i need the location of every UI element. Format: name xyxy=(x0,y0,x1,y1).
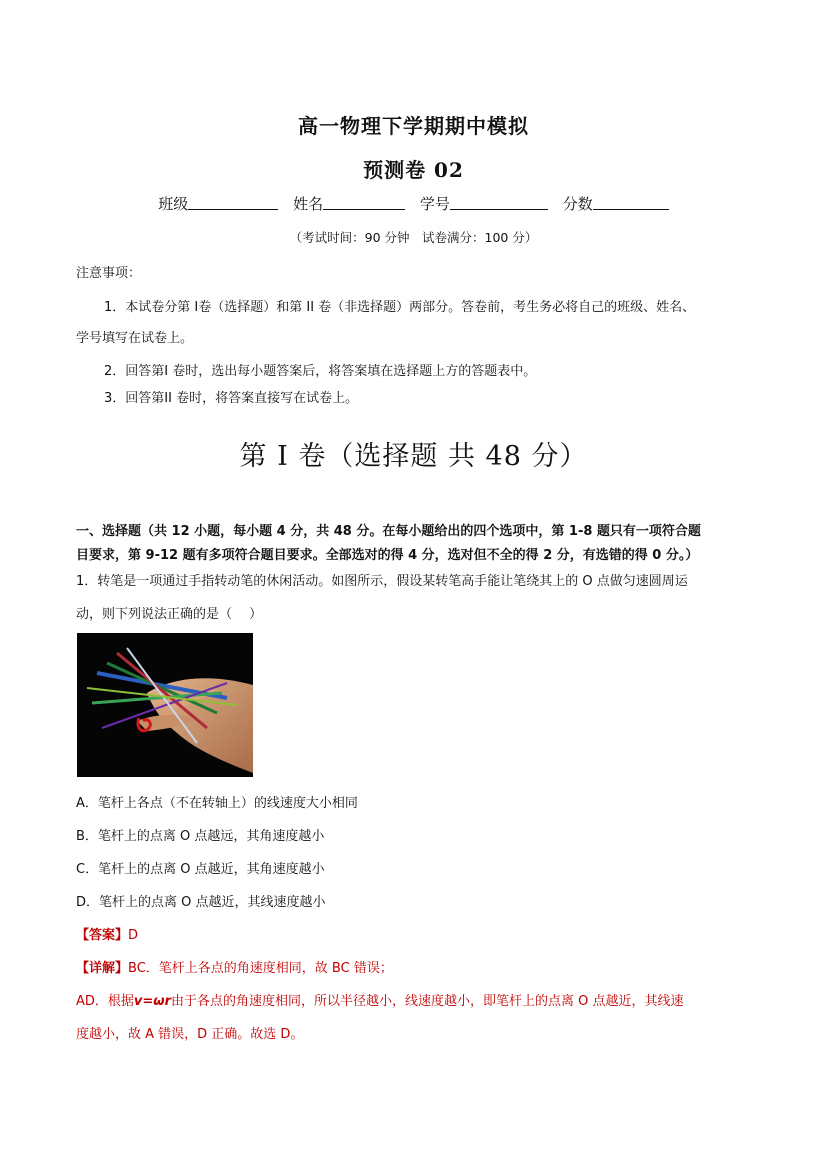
answer-value: D xyxy=(128,928,139,943)
notes-item-3: 3．回答第II 卷时，将答案直接写在试卷上。 xyxy=(104,391,359,406)
detail-label: 【详解】 xyxy=(76,961,129,976)
id-label: 学号 xyxy=(419,195,450,213)
option-b: B．笔杆上的点离 O 点越远，其角速度越小 xyxy=(76,829,325,844)
document-title: 高一物理下学期期中模拟 xyxy=(298,114,529,138)
class-blank xyxy=(188,195,278,210)
option-d: D．笔杆上的点离 O 点越近，其线速度越小 xyxy=(76,895,326,910)
class-label: 班级 xyxy=(158,195,189,213)
pen-spinning-photo xyxy=(77,633,253,777)
score-blank xyxy=(593,195,669,210)
name-blank xyxy=(323,195,405,210)
exam-info: （考试时间：90 分钟 试卷满分：100 分） xyxy=(289,230,538,245)
name-label: 姓名 xyxy=(293,195,324,213)
notes-item-1-cont: 学号填写在试卷上。 xyxy=(76,331,194,346)
answer-label: 【答案】 xyxy=(76,928,129,943)
document-subtitle: 预测卷 02 xyxy=(363,158,464,182)
formula: v=ωr xyxy=(133,994,171,1009)
id-blank xyxy=(450,195,548,210)
answer xyxy=(76,924,138,943)
option-a: A．笔杆上各点（不在转轴上）的线速度大小相同 xyxy=(76,796,358,811)
section-instructions: 一、选择题（共 12 小题，每小题 4 分，共 48 分。在每小题给出的四个选项中，第 1-8 题只有一项符合题 xyxy=(76,524,701,539)
detail-line-2 xyxy=(76,990,683,1009)
question-1-stem: 1．转笔是一项通过手指转动笔的休闲活动。如图所示，假设某转笔高手能让笔绕其上的 O 点做匀速圆周运 xyxy=(76,574,688,589)
notes-item-2: 2．回答第I 卷时，选出每小题答案后，将答案填在选择题上方的答题表中。 xyxy=(104,364,537,379)
detail-text-1: BC．笔杆上各点的角速度相同，故 BC 错误； xyxy=(128,961,393,976)
question-1-stem-cont: 动，则下列说法正确的是（ ） xyxy=(76,607,263,622)
section-instructions-cont: 目要求，第 9-12 题有多项符合题目要求。全部选对的得 4 分，选对但不全的得 2 分，有选错的得 0 分。） xyxy=(76,548,699,563)
detail-text-2b: 由于各点的角速度相同，所以半径越小，线速度越小，即笔杆上的点离 O 点越近，其线速 xyxy=(170,994,684,1009)
option-c: C．笔杆上的点离 O 点越近，其角速度越小 xyxy=(76,862,325,877)
detail-line-1 xyxy=(76,957,393,976)
part-title: 第 I 卷（选择题 共 48 分） xyxy=(239,441,588,472)
notes-heading: 注意事项： xyxy=(76,266,142,281)
student-info-fields xyxy=(0,193,827,214)
notes-item-1: 1．本试卷分第 I卷（选择题）和第 II 卷（非选择题）两部分。答卷前，考生务必将自己的班级、姓名、 xyxy=(104,300,696,315)
detail-text-2a: AD．根据 xyxy=(76,994,134,1009)
detail-line-3: 度越小，故 A 错误，D 正确。故选 D。 xyxy=(76,1027,304,1042)
score-label: 分数 xyxy=(562,195,593,213)
